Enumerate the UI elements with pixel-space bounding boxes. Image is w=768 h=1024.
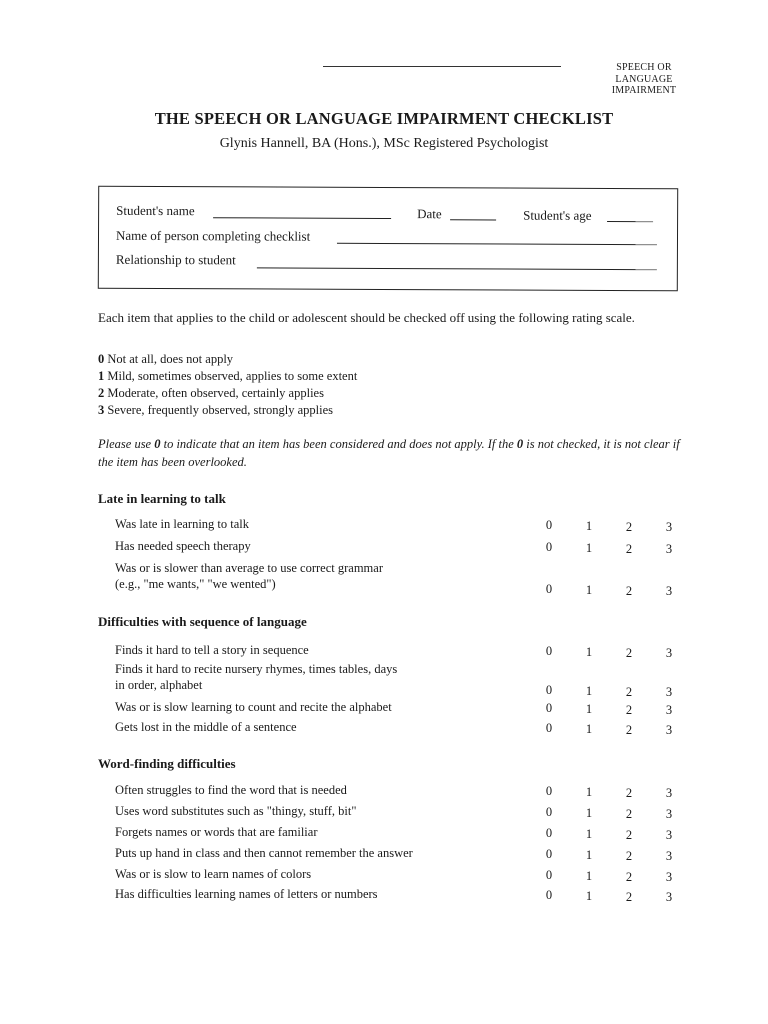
rating-option-0[interactable]: 0	[545, 644, 553, 658]
rating-option-1[interactable]: 1	[585, 868, 593, 883]
student-age-label: Student's age	[523, 207, 592, 223]
student-name-label: Student's name	[116, 202, 195, 219]
scale-value: 3	[98, 403, 105, 417]
rating-option-2[interactable]: 2	[625, 541, 633, 556]
student-age-field[interactable]	[607, 221, 653, 222]
category-label-line: SPEECH OR	[616, 62, 672, 73]
rating-option-0[interactable]: 0	[545, 540, 553, 554]
rating-option-3[interactable]: 3	[665, 828, 673, 843]
checklist-item-text: Gets lost in the middle of a sentence	[115, 720, 297, 734]
rating-option-1[interactable]: 1	[585, 784, 593, 799]
rating-option-3[interactable]: 3	[665, 890, 673, 905]
checklist-item	[115, 845, 535, 861]
rating-option-2[interactable]: 2	[625, 722, 633, 737]
section-title: Difficulties with sequence of language	[98, 614, 307, 629]
checklist-item	[115, 560, 535, 592]
checklist-item-text: Was or is slow to learn names of colors	[115, 867, 312, 881]
checklist-item-text: Finds it hard to recite nursery rhymes, times tables, days	[115, 662, 398, 676]
rating-option-0[interactable]: 0	[545, 847, 553, 861]
rating-option-3[interactable]: 3	[665, 870, 673, 885]
rating-option-3[interactable]: 3	[665, 584, 673, 599]
person-completing-label: Name of person completing checklist	[115, 227, 311, 244]
rating-option-1[interactable]: 1	[585, 888, 593, 903]
date-label: Date	[417, 206, 442, 222]
note-text: is not checked, it is not clear if the item has been overlooked.	[98, 437, 680, 469]
checklist-item-text: Forgets names or words that are familiar	[115, 825, 318, 839]
rating-option-3[interactable]: 3	[665, 807, 673, 822]
rating-option-0[interactable]: 0	[545, 784, 553, 798]
rating-option-0[interactable]: 0	[545, 888, 553, 902]
scale-value: 0	[98, 352, 105, 366]
rating-option-0[interactable]: 0	[545, 518, 553, 532]
checklist-item	[115, 719, 535, 735]
rating-scale-legend	[98, 351, 357, 419]
category-label-line: LANGUAGE	[615, 73, 673, 85]
checklist-item-text: Finds it hard to tell a story in sequence	[115, 643, 309, 657]
scale-row	[98, 368, 357, 385]
note-emphasis: 0	[154, 437, 161, 451]
rating-option-0[interactable]: 0	[545, 701, 553, 715]
checklist-item	[115, 824, 535, 840]
checklist-item	[115, 661, 535, 693]
checklist-item	[115, 866, 535, 882]
rating-option-3[interactable]: 3	[665, 685, 673, 700]
rating-option-2[interactable]: 2	[625, 848, 633, 863]
scale-text: Mild, sometimes observed, applies to some extent	[107, 369, 358, 383]
rating-option-2[interactable]: 2	[625, 583, 633, 598]
rating-option-3[interactable]: 3	[665, 723, 673, 738]
header-rule	[323, 66, 561, 67]
scale-row	[98, 385, 357, 402]
rating-option-1[interactable]: 1	[585, 721, 593, 736]
checklist-item	[115, 782, 535, 798]
rating-option-3[interactable]: 3	[665, 520, 673, 535]
author-line: Glynis Hannell, BA (Hons.), MSc Registered Psychologist	[219, 136, 549, 151]
rating-option-2[interactable]: 2	[625, 702, 633, 717]
section-title: Word-finding difficulties	[98, 756, 236, 771]
rating-option-2[interactable]: 2	[625, 806, 633, 821]
scale-text: Not at all, does not apply	[107, 352, 234, 366]
relationship-label: Relationship to student	[115, 251, 236, 268]
checklist-item-text: in order, alphabet	[115, 678, 203, 692]
rating-option-1[interactable]: 1	[585, 644, 593, 659]
checklist-item-text: Puts up hand in class and then cannot remember the answer	[115, 846, 413, 860]
rating-option-2[interactable]: 2	[625, 869, 633, 884]
section-title: Late in learning to talk	[98, 491, 226, 506]
rating-option-2[interactable]: 2	[625, 889, 633, 904]
rating-option-3[interactable]: 3	[665, 786, 673, 801]
scale-row	[98, 351, 357, 368]
checklist-item-text: Has needed speech therapy	[115, 539, 251, 553]
rating-option-1[interactable]: 1	[585, 582, 593, 597]
scale-value: 1	[98, 369, 105, 383]
checklist-item	[115, 699, 535, 715]
page-title: THE SPEECH OR LANGUAGE IMPAIRMENT CHECKLIST	[154, 109, 614, 128]
rating-option-1[interactable]: 1	[585, 701, 593, 716]
rating-option-0[interactable]: 0	[545, 826, 553, 840]
person-completing-field[interactable]	[337, 243, 657, 245]
rating-option-3[interactable]: 3	[665, 646, 673, 661]
category-label	[604, 62, 684, 97]
rating-option-0[interactable]: 0	[545, 868, 553, 882]
checklist-item-text: Was late in learning to talk	[115, 517, 250, 531]
rating-option-2[interactable]: 2	[625, 645, 633, 660]
rating-option-3[interactable]: 3	[665, 703, 673, 718]
scale-value: 2	[98, 386, 105, 400]
instructions-text: Each item that applies to the child or adolescent should be checked off using the following rating scale.	[98, 310, 635, 325]
checklist-item-text: Has difficulties learning names of letters or numbers	[115, 887, 378, 901]
note-text: Please use	[98, 437, 155, 451]
rating-option-2[interactable]: 2	[625, 827, 633, 842]
rating-option-1[interactable]: 1	[585, 826, 593, 841]
note-emphasis: 0	[516, 437, 524, 451]
rating-option-0[interactable]: 0	[545, 683, 553, 697]
category-label-line: IMPAIRMENT	[611, 85, 677, 96]
rating-option-3[interactable]: 3	[665, 849, 673, 864]
rating-option-1[interactable]: 1	[585, 518, 593, 533]
checklist-item	[115, 803, 535, 819]
checklist-item-text: Often struggles to find the word that is needed	[115, 783, 347, 797]
student-name-field[interactable]	[213, 217, 391, 219]
checklist-item	[115, 886, 535, 902]
usage-note	[98, 435, 683, 471]
rating-option-2[interactable]: 2	[625, 785, 633, 800]
scale-row	[98, 402, 357, 419]
rating-option-1[interactable]: 1	[585, 805, 593, 820]
rating-option-0[interactable]: 0	[545, 582, 553, 596]
scale-text: Severe, frequently observed, strongly applies	[107, 403, 334, 417]
checklist-item-text: (e.g., "me wants," "we wented")	[115, 577, 276, 591]
rating-option-0[interactable]: 0	[545, 805, 553, 819]
checklist-item-text: Uses word substitutes such as "thingy, stuff, bit"	[115, 804, 357, 818]
rating-option-1[interactable]: 1	[585, 683, 593, 698]
rating-option-2[interactable]: 2	[625, 684, 633, 699]
note-text: to indicate that an item has been considered and does not apply. If the	[160, 437, 517, 451]
checklist-item-text: Was or is slow learning to count and recite the alphabet	[115, 700, 392, 714]
checklist-item	[115, 642, 535, 658]
checklist-item	[115, 538, 535, 554]
rating-option-2[interactable]: 2	[625, 519, 633, 534]
rating-option-3[interactable]: 3	[665, 542, 673, 557]
checklist-item-text: Was or is slower than average to use correct grammar	[115, 561, 383, 575]
rating-option-1[interactable]: 1	[585, 540, 593, 555]
relationship-field[interactable]	[257, 267, 657, 270]
student-info-box	[98, 186, 678, 292]
rating-option-0[interactable]: 0	[545, 721, 553, 735]
checklist-item	[115, 516, 535, 532]
date-field[interactable]	[450, 219, 496, 220]
rating-option-1[interactable]: 1	[585, 847, 593, 862]
scale-text: Moderate, often observed, certainly applies	[107, 386, 324, 400]
